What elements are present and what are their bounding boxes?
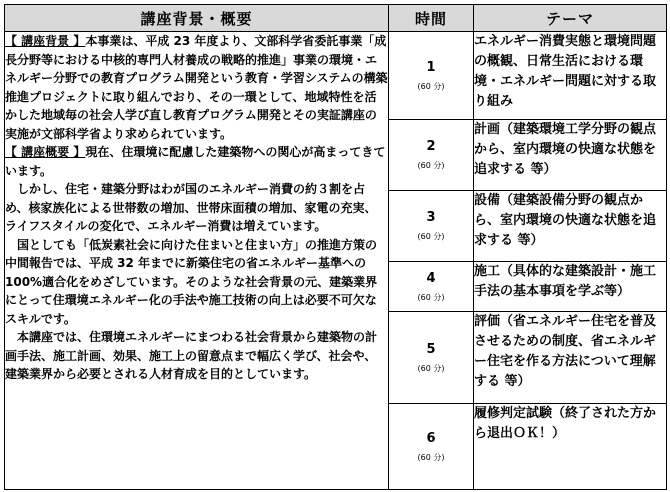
session-time [389, 32, 474, 120]
background-tag: 【 講座背景 】 [5, 34, 86, 48]
session-number: 2 [426, 139, 436, 154]
session-time [389, 262, 474, 312]
session-duration: (60 分) [417, 292, 445, 302]
overview-cell [5, 32, 389, 490]
session-theme: 評価（省エネルギー住宅を普及させるための制度、省エネルギー住宅を作る方法について理解する 等） [474, 312, 667, 404]
header-theme: テーマ [474, 5, 667, 32]
session-row [5, 32, 667, 120]
overview-paragraph-3: 本講座では、住環境エネルギーにまつわる社会背景から建築物の計画手法、施工計画、効果、施工上の留意点まで幅広く学び、社会や、建築業界から必要とされる人材育成を目的としています。 [5, 330, 378, 381]
course-outline-table [4, 4, 667, 490]
background-paragraph [5, 32, 388, 143]
session-theme: 計画（建築環境工学分野の観点から、室内環境の快適な状態を追求する 等） [474, 120, 667, 191]
summary-text: 現在、住環境に配慮した建築物への関心が高まってきています。 [5, 145, 386, 178]
session-number: 6 [426, 430, 436, 446]
header-row [5, 5, 667, 32]
overview-paragraph-1: しかし、住宅・建築分野はわが国のエネルギー消費の約３割を占め、核家族化による世帯数の増加、世帯床面積の増加、家電の充実、ライフスタイルの変化で、エネルギー消費は増えています。 [5, 182, 377, 233]
summary-paragraph [5, 143, 388, 180]
session-theme: 履修判定試験（終了された方から退出ＯＫ！） [474, 404, 667, 490]
background-text: 本事業は、平成 23 年度より、文部科学省委託事業「成長分野等における中核的専門人材養成の戦略的推進」事業の環境・エネルギー分野での教育プログラム開発という教育・学習システムの構築推進プロジェクトに取り組んでおり、その一環として、地域特性を活かした地域毎の社会人学び直し教育プログラム開発とその実証講座の実施が文部科学省より求められています。 [5, 34, 388, 141]
session-number: 1 [426, 59, 436, 75]
session-theme: 設備（建築設備分野の観点から、室内環境の快適な状態を追求する 等） [474, 191, 667, 262]
session-duration: (60 分) [417, 452, 445, 462]
session-number: 5 [426, 341, 436, 357]
header-time: 時間 [389, 5, 474, 32]
session-duration: (60 分) [417, 232, 445, 241]
session-duration: (60 分) [417, 161, 445, 170]
session-time [389, 404, 474, 490]
session-theme: エネルギー消費実態と環境問題の概観、日常生活における環境・エネルギー問題に対する取り組み [474, 32, 667, 120]
session-theme: 施工（具体的な建築設計・施工手法の基本事項を学ぶ等） [474, 262, 667, 312]
session-number: 4 [426, 270, 436, 286]
header-overview: 講座背景・概要 [5, 5, 389, 32]
summary-tag: 【 講座概要 】 [5, 145, 86, 159]
session-time [389, 120, 474, 191]
session-time [389, 312, 474, 404]
session-duration: (60 分) [417, 363, 445, 373]
session-duration: (60 分) [417, 81, 445, 91]
session-time [389, 191, 474, 262]
session-number: 3 [426, 210, 436, 225]
overview-paragraph-2: 国としても「低炭素社会に向けた住まいと住まい方」の推進方策の中間報告では、平成 32 年までに新築住宅の省エネルギー基準への 100%適合化をめざしています。そのような社会背景の元、建築業界にとって住環境エネルギー化の手法や施工技術の向上は必要不可欠なスキルです。 [5, 237, 378, 326]
